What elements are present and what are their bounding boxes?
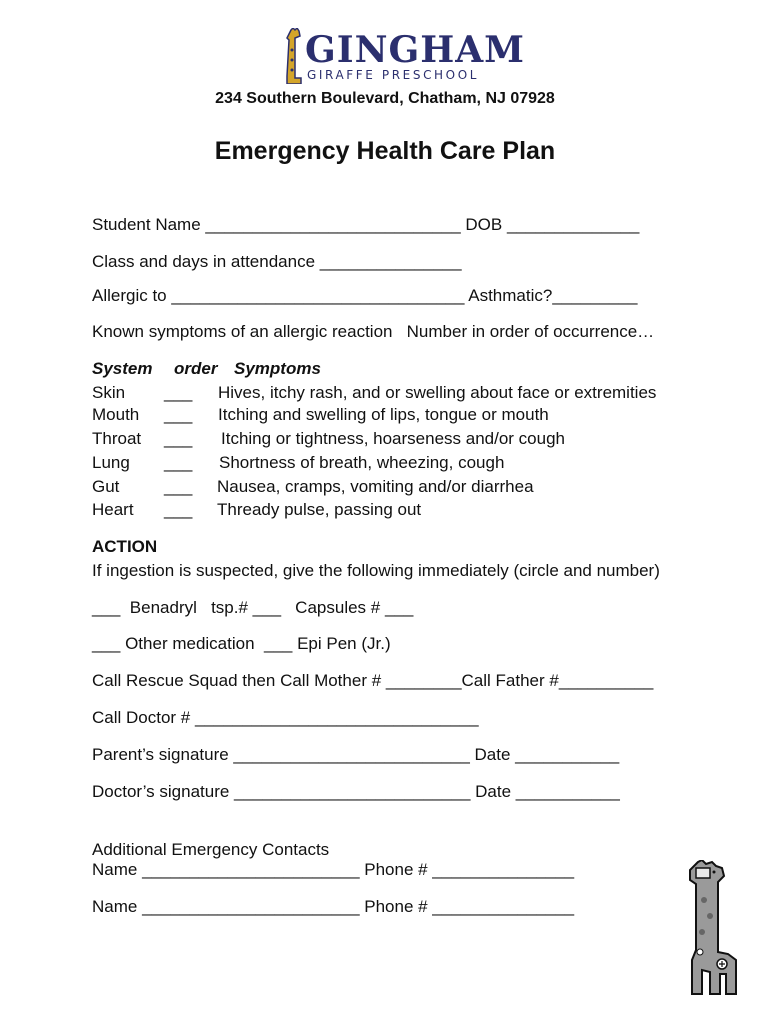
parent-signature-field[interactable]: Parent’s signature _________________________ Date ___________ [92, 745, 620, 764]
symptom-description: Itching or tightness, hoarseness and/or cough [221, 429, 565, 448]
school-logo [283, 28, 526, 88]
symptom-system: Gut [92, 477, 120, 496]
ingestion-instructions: If ingestion is suspected, give the following immediately (circle and number) [92, 561, 660, 580]
parent-phone-field[interactable]: Call Rescue Squad then Call Mother # ________Call Father #__________ [92, 671, 654, 690]
giraffe-logo-icon [283, 28, 305, 84]
symptom-system: Throat [92, 429, 142, 448]
symptom-order-blank[interactable]: ___ [164, 405, 193, 424]
symptom-description: Hives, itchy rash, and or swelling about face or extremities [218, 383, 657, 402]
symptom-system: Skin [92, 383, 126, 402]
symptom-description: Shortness of breath, wheezing, cough [219, 453, 505, 472]
symptom-row-lung [92, 453, 712, 475]
symptom-order-blank[interactable]: ___ [164, 500, 193, 519]
symptom-order-blank[interactable]: ___ [164, 383, 193, 402]
school-address: 234 Southern Boulevard, Chatham, NJ 07928 [215, 90, 555, 107]
symptom-system: Heart [92, 500, 134, 519]
student-name-dob-field[interactable]: Student Name ___________________________ DOB ______________ [92, 215, 640, 234]
doctor-phone-field[interactable]: Call Doctor # ______________________________ [92, 708, 479, 727]
contact-field-2[interactable]: Name _______________________ Phone # _______________ [92, 897, 575, 916]
contact-field-1[interactable]: Name _______________________ Phone # _______________ [92, 860, 575, 879]
symptom-table-header [92, 359, 712, 381]
other-medication-field[interactable]: ___ Other medication ___ Epi Pen (Jr.) [92, 634, 391, 653]
symptom-system: Mouth [92, 405, 140, 424]
symptom-description: Nausea, cramps, vomiting and/or diarrhea [217, 477, 534, 496]
logo-wordmark: GINGHAM [305, 29, 526, 71]
symptom-description: Thready pulse, passing out [217, 500, 422, 519]
contacts-heading: Additional Emergency Contacts [92, 840, 330, 859]
symptom-row-throat [92, 429, 712, 451]
symptom-row-gut [92, 477, 712, 499]
symptom-row-heart [92, 500, 712, 522]
symptom-order-blank[interactable]: ___ [164, 477, 193, 496]
symptom-row-skin [92, 383, 712, 405]
page-title: Emergency Health Care Plan [214, 137, 556, 165]
action-heading: ACTION [92, 537, 158, 556]
known-symptoms-label: Known symptoms of an allergic reaction Number in order of occurrence… [92, 322, 655, 341]
symptom-row-mouth [92, 405, 712, 427]
giraffe-illustration-icon [684, 860, 742, 996]
doctor-signature-field[interactable]: Doctor’s signature _________________________ Date ___________ [92, 782, 620, 801]
allergic-asthmatic-field[interactable]: Allergic to _______________________________ Asthmatic?_________ [92, 286, 638, 305]
header-order: order [174, 359, 218, 378]
symptom-system: Lung [92, 453, 130, 472]
class-attendance-field[interactable]: Class and days in attendance _______________ [92, 252, 462, 271]
header-symptoms: Symptoms [234, 359, 321, 378]
symptom-description: Itching and swelling of lips, tongue or mouth [218, 405, 549, 424]
benadryl-dosage-field[interactable]: ___ Benadryl tsp.# ___ Capsules # ___ [92, 598, 414, 617]
header-system: System [92, 359, 153, 378]
symptom-order-blank[interactable]: ___ [164, 429, 193, 448]
logo-subtitle: GIRAFFE PRESCHOOL [307, 68, 480, 82]
symptom-order-blank[interactable]: ___ [164, 453, 193, 472]
